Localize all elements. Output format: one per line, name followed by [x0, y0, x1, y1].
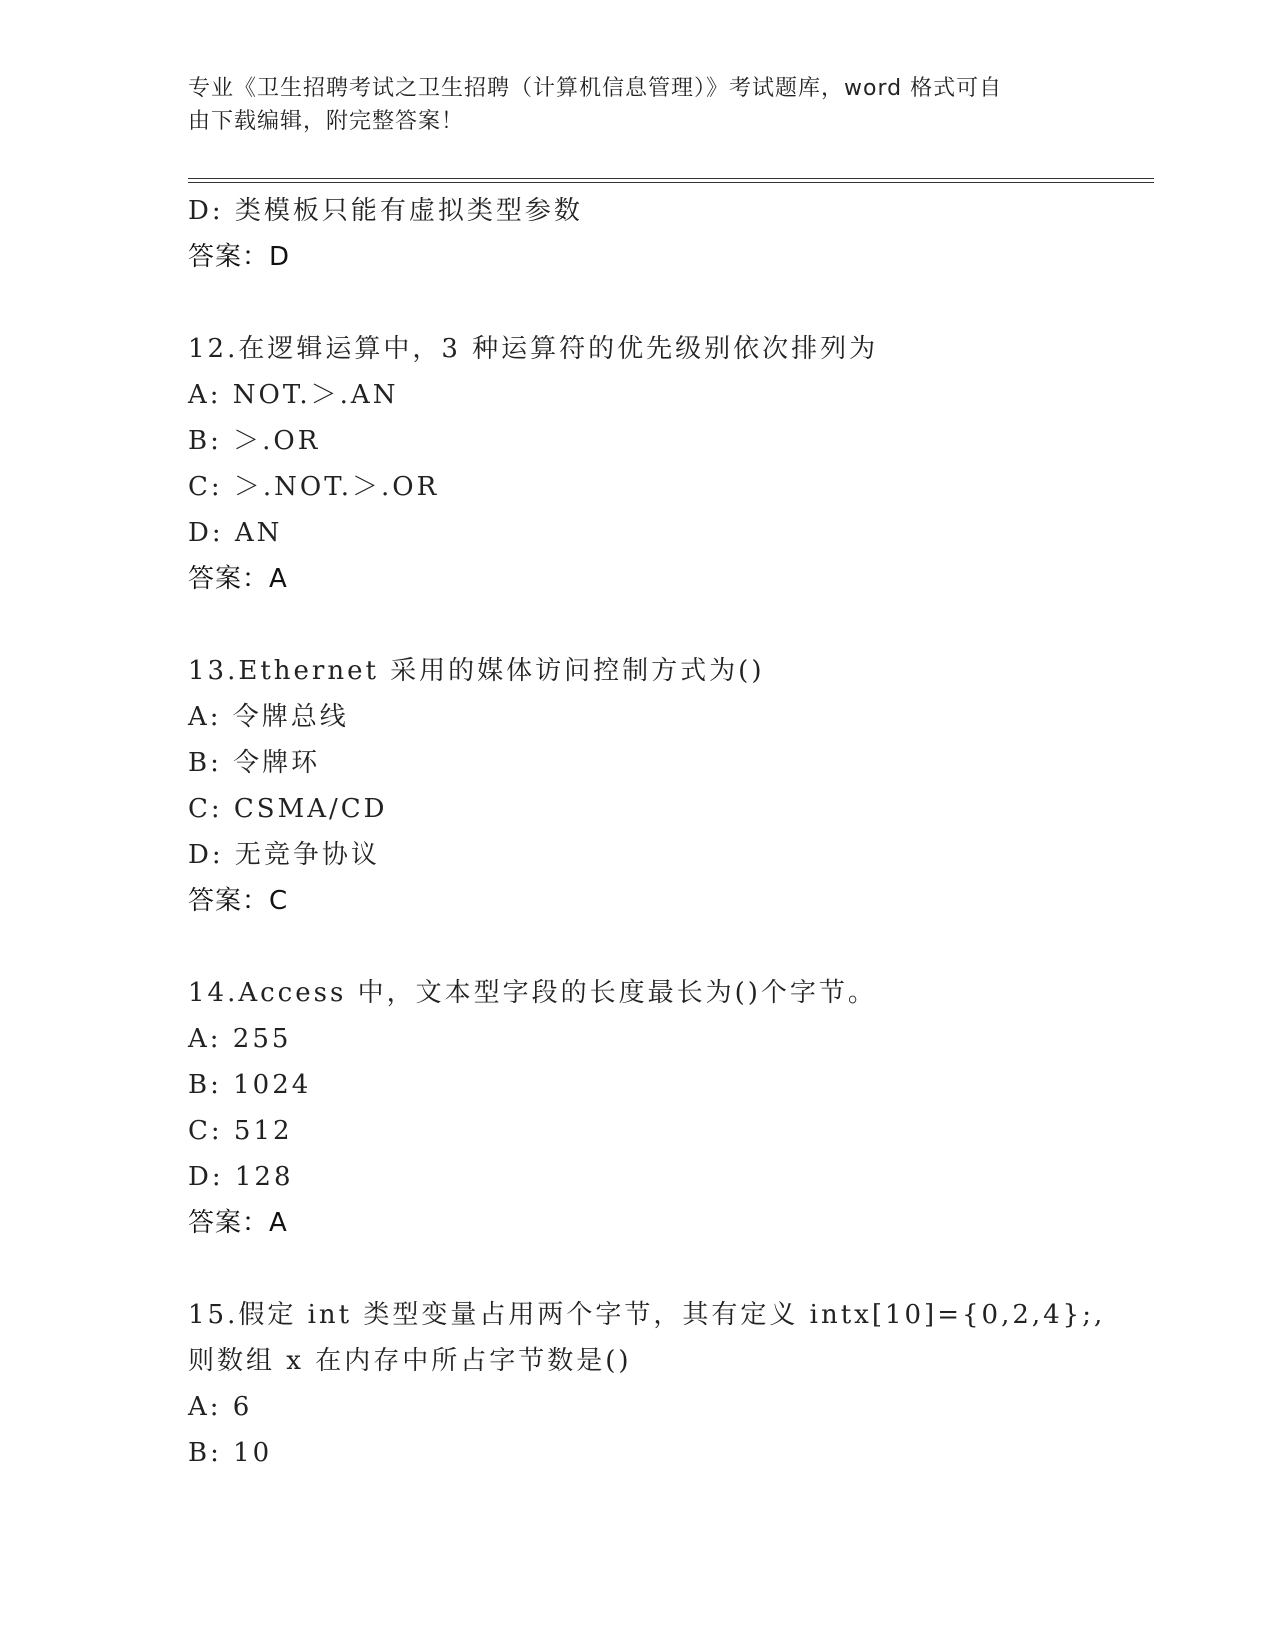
option-d: D: AN	[188, 518, 283, 548]
option-a: A: 255	[188, 1024, 292, 1054]
prev-option-d: D: 类模板只能有虚拟类型参数	[188, 196, 583, 226]
option-c: C: 512	[188, 1116, 293, 1146]
question-title-line-2: 则数组 x 在内存中所占字节数是()	[188, 1346, 632, 1376]
header-divider-bottom	[188, 182, 1154, 183]
header-line-2: 由下载编辑，附完整答案！	[188, 109, 465, 134]
header-divider-top	[188, 178, 1154, 179]
question-13	[188, 648, 1154, 924]
header-line-1: 专业《卫生招聘考试之卫生招聘（计算机信息管理）》考试题库，word 格式可自	[188, 76, 1003, 101]
question-title: 13.Ethernet 采用的媒体访问控制方式为()	[188, 656, 765, 686]
question-14	[188, 970, 1154, 1246]
answer: 答案：C	[188, 886, 289, 916]
option-b: B: ＞.OR	[188, 426, 321, 456]
answer: 答案：A	[188, 1208, 288, 1238]
option-a: A: NOT.＞.AN	[188, 380, 399, 410]
option-c: C: CSMA/CD	[188, 794, 388, 824]
option-d: D: 无竞争协议	[188, 840, 380, 870]
option-d: D: 128	[188, 1162, 294, 1192]
question-12	[188, 326, 1154, 602]
option-b: B: 10	[188, 1438, 273, 1468]
option-a: A: 令牌总线	[188, 702, 349, 732]
option-a: A: 6	[188, 1392, 253, 1422]
option-b: B: 令牌环	[188, 748, 321, 778]
question-title: 14.Access 中，文本型字段的长度最长为()个字节。	[188, 978, 877, 1008]
question-title-line-1: 15.假定 int 类型变量占用两个字节，其有定义 intx[10]={0,2,4};,	[188, 1300, 1106, 1330]
document-header	[188, 72, 1068, 138]
question-15	[188, 1292, 1154, 1476]
prev-answer: 答案：D	[188, 242, 291, 272]
answer: 答案：A	[188, 564, 288, 594]
question-list	[188, 188, 1154, 1476]
question-title: 12.在逻辑运算中，3 种运算符的优先级别依次排列为	[188, 334, 879, 364]
option-b: B: 1024	[188, 1070, 312, 1100]
option-c: C: ＞.NOT.＞.OR	[188, 472, 440, 502]
